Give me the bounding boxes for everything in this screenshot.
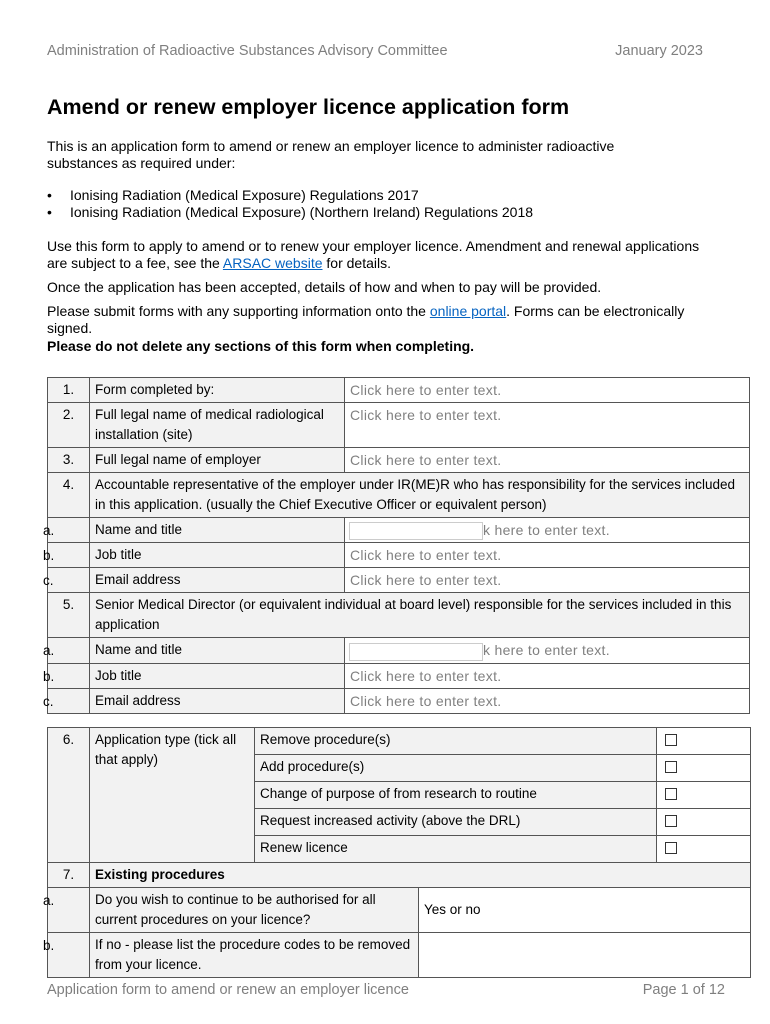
letter: b. [43,938,55,953]
section-heading: Accountable representative of the employer under IR(ME)R who has responsibility for the services included in this application. (usually the Chief Executive Officer or equivalent person) [90,473,750,518]
increased-activity-checkbox[interactable] [657,809,751,836]
letter: a. [43,643,55,659]
row-number: 6. [48,728,90,863]
row-letter [43,568,90,593]
field-label: Form completed by: [90,378,345,403]
row-letter [43,518,90,543]
procedure-codes-input[interactable] [419,933,751,978]
row-number: 3. [48,448,90,473]
intro-text: This is an application form to amend or renew an employer licence to administer radioactive substances as required under: [47,138,615,171]
site-name-input[interactable]: Click here to enter text. [345,403,750,448]
row-letter [43,688,90,713]
field-label: Do you wish to continue to be authorised for all current procedures on your licence? [90,888,419,933]
text: . Forms can be electronically signed. [47,303,685,336]
field-label: Email address [90,568,345,593]
field-label: If no - please list the procedure codes to be removed from your licence. [90,933,419,978]
fee-paragraph [47,238,717,272]
ar-name-input[interactable] [345,518,750,543]
option-label: Change of purpose of from research to routine [255,782,657,809]
letter: b. [43,548,55,564]
employer-name-input[interactable]: Click here to enter text. [345,448,750,473]
footer-title: Application form to amend or renew an employer licence [47,982,409,998]
option-label: Request increased activity (above the DRL) [255,809,657,836]
row-number: 2. [48,403,90,448]
field-label: Name and title [90,638,345,663]
page-title: Amend or renew employer licence application form [47,95,570,119]
field-label: Application type (tick all that apply) [90,728,255,863]
letter: a. [43,893,55,908]
warning-text: Please do not delete any sections of this form when completing. [47,338,475,354]
page-number: Page 1 of 12 [642,982,725,998]
continue-authorised-input[interactable]: Yes or no [419,888,751,933]
checkbox-icon [665,815,677,827]
option-label: Renew licence [255,836,657,863]
placeholder-text: k here to enter text. [483,522,610,538]
letter: c. [43,693,54,709]
header-date: January 2023 [615,43,703,59]
arsac-website-link[interactable]: ARSAC website [222,255,323,271]
details-table [43,377,750,714]
smd-name-input[interactable] [345,638,750,663]
smd-job-title-input[interactable]: Click here to enter text. [345,663,750,688]
payment-paragraph: Once the application has been accepted, details of how and when to pay will be provided. [47,279,602,295]
application-type-table [43,727,751,978]
row-letter [43,638,90,663]
checkbox-icon [665,734,677,746]
renew-licence-checkbox[interactable] [657,836,751,863]
checkbox-icon [665,761,677,773]
row-number: 1. [48,378,90,403]
checkbox-icon [665,788,677,800]
field-label: Full legal name of employer [90,448,345,473]
field-label: Name and title [90,518,345,543]
online-portal-link[interactable]: online portal [429,303,507,319]
field-label: Job title [90,543,345,568]
placeholder-text: k here to enter text. [483,642,610,659]
row-letter [43,543,90,568]
ar-email-input[interactable]: Click here to enter text. [345,568,750,593]
header-org: Administration of Radioactive Substances Advisory Committee [47,43,448,59]
letter: a. [43,523,55,538]
row-letter [43,888,90,933]
option-label: Remove procedure(s) [255,728,657,755]
smd-email-input[interactable]: Click here to enter text. [345,688,750,713]
row-number: 4. [48,473,90,518]
option-label: Add procedure(s) [255,755,657,782]
form-completed-by-input[interactable]: Click here to enter text. [345,378,750,403]
remove-procedures-checkbox[interactable] [657,728,751,755]
row-number: 5. [48,593,90,638]
section-heading: Existing procedures [90,863,751,888]
section-heading: Senior Medical Director (or equivalent individual at board level) responsible for the services included in this application [90,593,750,638]
row-number: 7. [48,863,90,888]
text: for details. [322,255,391,271]
list-item: • Ionising Radiation (Medical Exposure) (Northern Ireland) Regulations 2018 [47,204,533,221]
ar-job-title-input[interactable]: Click here to enter text. [345,543,750,568]
letter: c. [43,573,54,589]
submit-paragraph [47,303,687,337]
change-purpose-checkbox[interactable] [657,782,751,809]
field-label: Job title [90,663,345,688]
letter: b. [43,668,55,684]
row-letter [43,663,90,688]
text: Please submit forms with any supporting information onto the [47,303,430,319]
regulations-list [47,187,533,221]
row-letter [43,933,90,978]
text: Use this form to apply to amend or to renew your employer licence. Amendment and renewal applications are subject to a fee, see the [47,238,700,271]
field-label: Email address [90,688,345,713]
checkbox-icon [665,842,677,854]
list-item: • Ionising Radiation (Medical Exposure) Regulations 2017 [47,187,533,204]
add-procedures-checkbox[interactable] [657,755,751,782]
field-label: Full legal name of medical radiological installation (site) [90,403,345,448]
